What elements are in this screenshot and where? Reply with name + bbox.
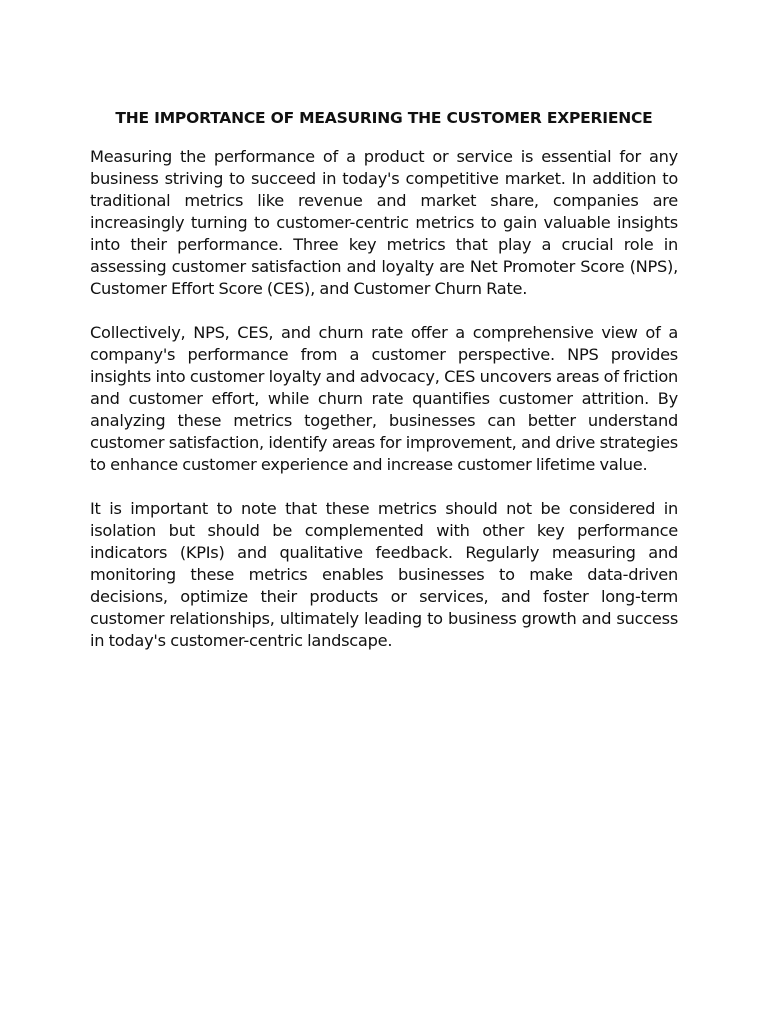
document-body [90, 106, 678, 652]
paragraph-metrics-overview: Collectively, NPS, CES, and churn rate offer a comprehensive view of a company's performance from a customer perspective. NPS provides insights into customer loyalty and advocacy, CES uncovers areas of friction and customer effort, while churn rate quantifies customer attrition. By analyzing these metrics together, businesses can better understand customer satisfaction, identify areas for improvement, and drive strategies to enhance customer experience and increase customer lifetime value. [90, 323, 678, 474]
paragraph-intro: Measuring the performance of a product or service is essential for any business striving to succeed in today's competitive market. In addition to traditional metrics like revenue and market share, companies are increasingly turning to customer-centric metrics to gain valuable insights into their performance. Three key metrics that play a crucial role in assessing customer satisfaction and loyalty are Net Promoter Score (NPS), Customer Effort Score (CES), and Customer Churn Rate. [90, 147, 678, 298]
paragraph-conclusion: It is important to note that these metrics should not be considered in isolation but should be complemented with other key performance indicators (KPIs) and qualitative feedback. Regularly measuring and monitoring these metrics enables businesses to make data-driven decisions, optimize their products or services, and foster long-term customer relationships, ultimately leading to business growth and success in today's customer-centric landscape. [90, 499, 678, 650]
document-title: THE IMPORTANCE OF MEASURING THE CUSTOMER EXPERIENCE [115, 109, 653, 127]
